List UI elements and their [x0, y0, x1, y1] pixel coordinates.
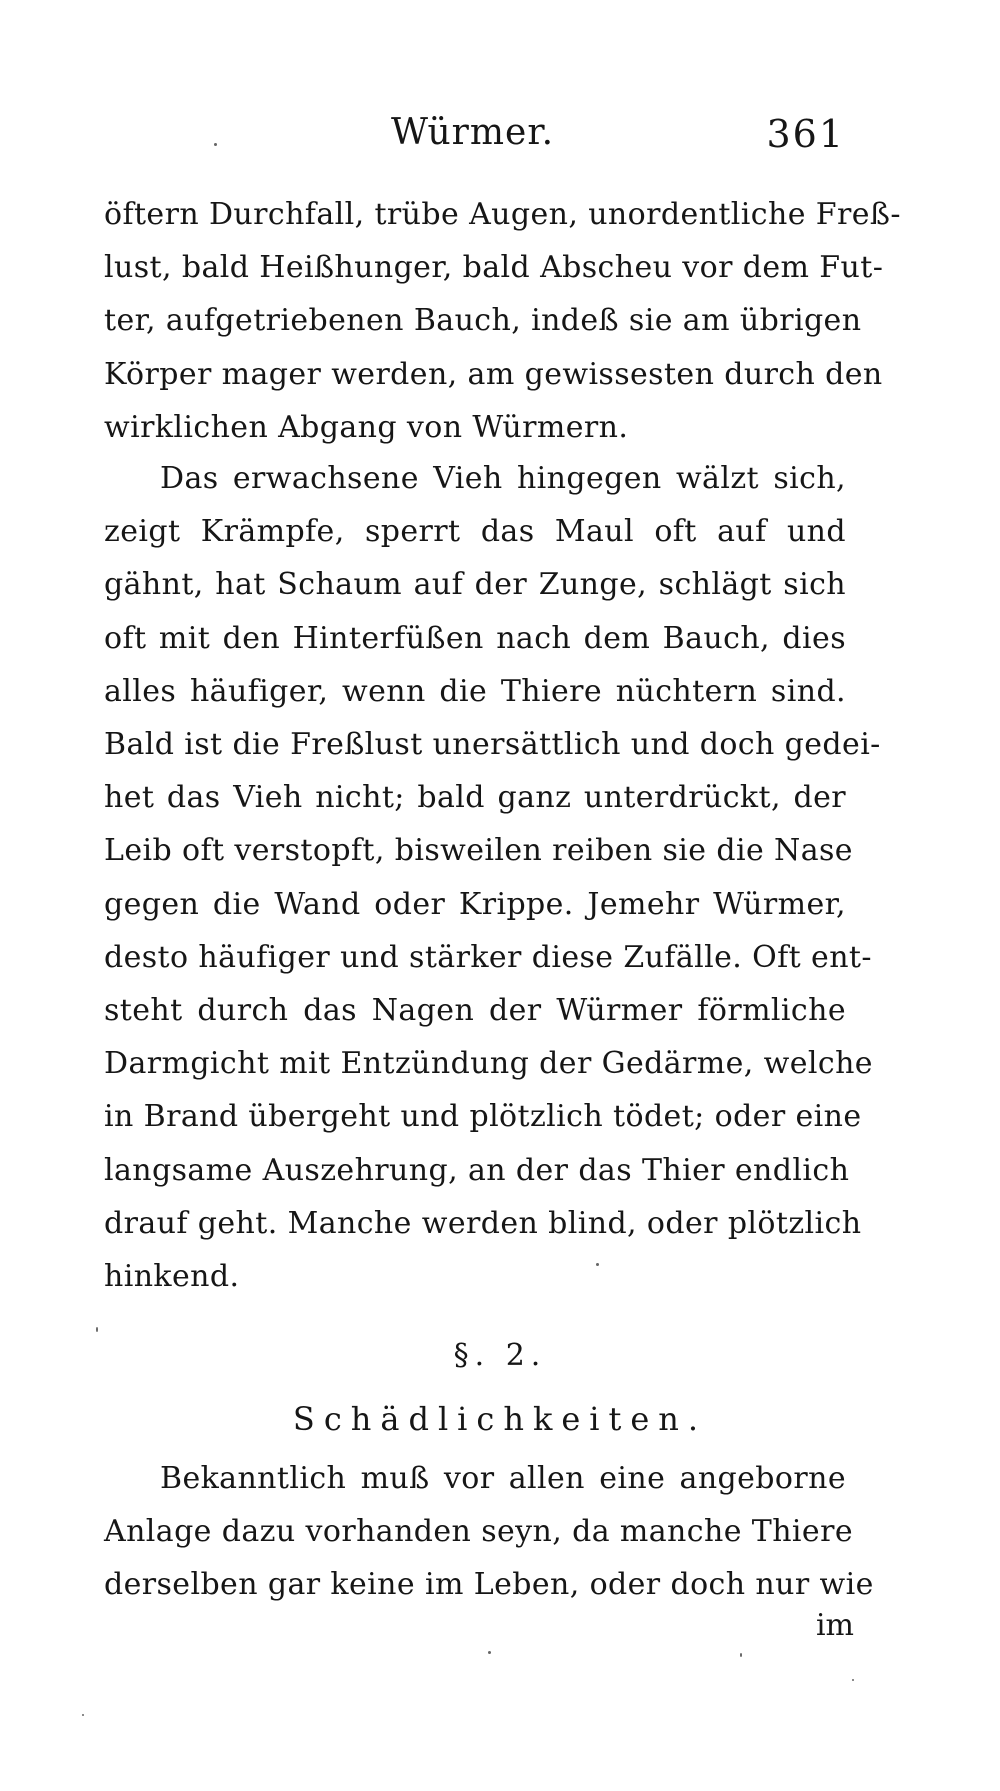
- paper-speck: [488, 1651, 491, 1654]
- text-line: Bekanntlich muß vor allen eine angeborne: [160, 1461, 846, 1496]
- paper-speck: [214, 143, 217, 146]
- paragraph-3: [104, 1452, 874, 1612]
- text-line: derselben gar keine im Leben, oder doch nur wie: [104, 1567, 874, 1603]
- text-line: het das Vieh nicht; bald ganz unterdrückt, der: [104, 780, 846, 816]
- text-line: gegen die Wand oder Krippe. Jemehr Würmer,: [104, 886, 846, 922]
- paper-speck: [740, 1653, 742, 1657]
- section-number: §. 2.: [453, 1338, 547, 1373]
- page-number: 361: [766, 112, 845, 156]
- text-line: gähnt, hat Schaum auf der Zunge, schlägt sich: [104, 567, 846, 603]
- text-line: öftern Durchfall, trübe Augen, unordentliche Freß-: [104, 197, 901, 232]
- text-line: oft mit den Hinterfüßen nach dem Bauch, dies: [104, 620, 846, 656]
- paragraph-1: [104, 188, 901, 454]
- text-line: hinkend.: [104, 1259, 240, 1295]
- paper-speck: [96, 1327, 98, 1332]
- text-line: steht durch das Nagen der Würmer förmliche: [104, 993, 846, 1029]
- running-head: Würmer.: [390, 112, 555, 153]
- paper-speck: [596, 1263, 599, 1266]
- page-header: [100, 112, 845, 172]
- text-line: Anlage dazu vorhanden seyn, da manche Thiere: [104, 1514, 853, 1550]
- text-line: ter, aufgetriebenen Bauch, indeß sie am übrigen: [104, 303, 862, 339]
- text-line: Leib oft verstopft, bisweilen reiben sie die Nase: [104, 833, 853, 869]
- text-line: Körper mager werden, am gewissesten durch den: [104, 356, 883, 392]
- text-line: alles häufiger, wenn die Thiere nüchtern sind.: [104, 673, 846, 709]
- section-title: Schädlichkeiten.: [292, 1400, 708, 1438]
- text-line: zeigt Krämpfe, sperrt das Maul oft auf und: [104, 514, 846, 550]
- paper-speck: [852, 1679, 854, 1681]
- text-line: wirklichen Abgang von Würmern.: [104, 409, 629, 445]
- text-line: Bald ist die Freßlust unersättlich und doch gedei-: [104, 727, 881, 763]
- paper-speck: [82, 1714, 84, 1716]
- text-line: drauf geht. Manche werden blind, oder plötzlich: [104, 1205, 862, 1241]
- text-line: desto häufiger und stärker diese Zufälle. Oft ent-: [104, 939, 872, 975]
- text-line: in Brand übergeht und plötzlich tödet; oder eine: [104, 1099, 862, 1135]
- text-line: langsame Auszehrung, an der das Thier endlich: [104, 1152, 850, 1188]
- text-line: Das erwachsene Vieh hingegen wälzt sich,: [160, 461, 846, 496]
- paragraph-2: [104, 452, 881, 1303]
- catchword: im: [815, 1608, 854, 1643]
- text-line: Darmgicht mit Entzündung der Gedärme, welche: [104, 1046, 873, 1082]
- text-line: lust, bald Heißhunger, bald Abscheu vor dem Fut-: [104, 250, 884, 286]
